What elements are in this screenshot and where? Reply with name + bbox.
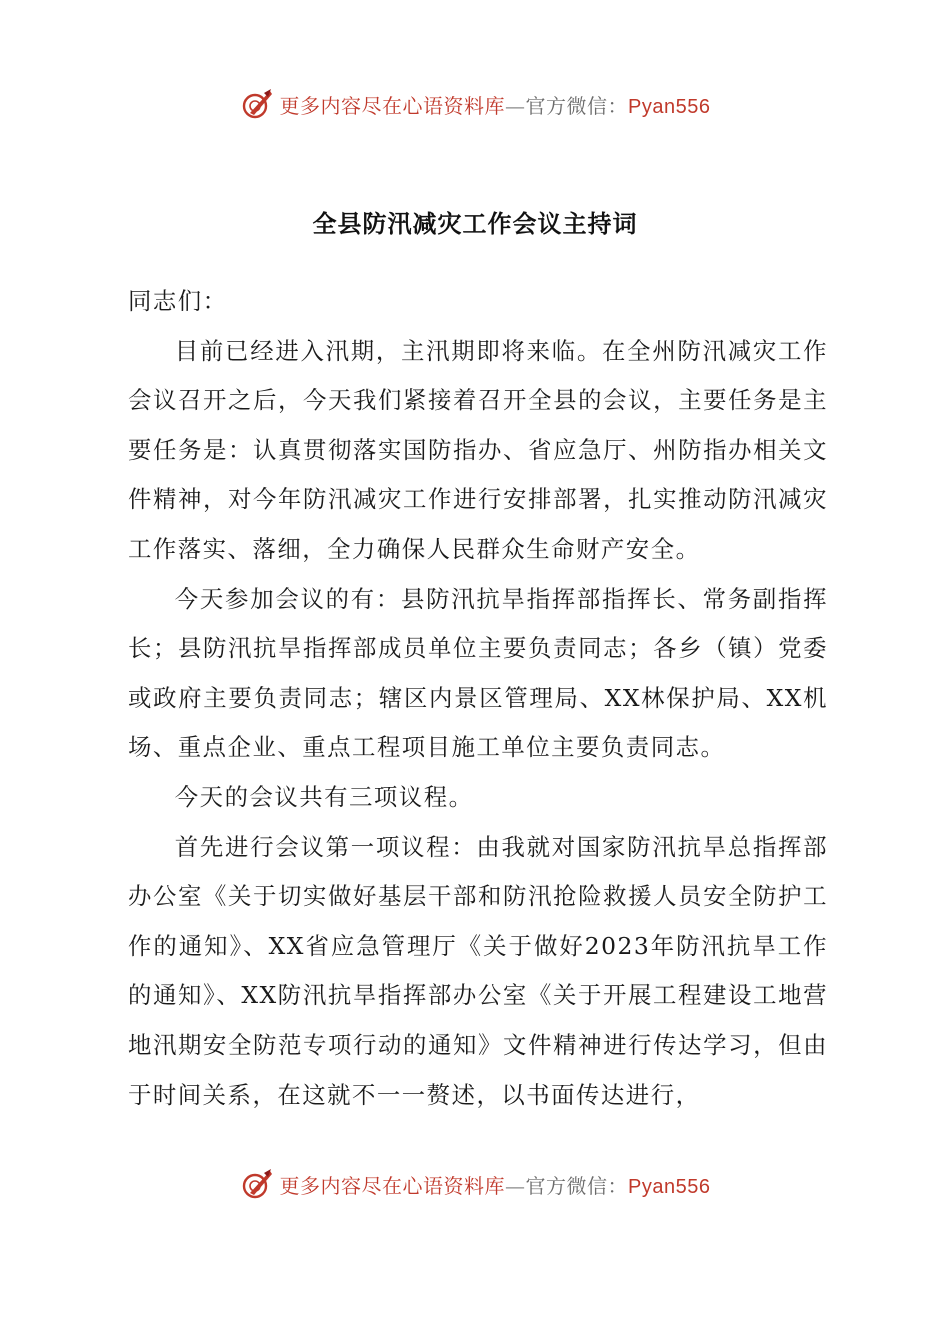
watermark-main-text: 更多内容尽在心语资料库 — [279, 93, 506, 118]
watermark-label: 官方微信： — [525, 1173, 629, 1198]
watermark-text — [280, 90, 711, 119]
header-watermark-banner — [0, 84, 950, 124]
watermark-dash: — — [505, 1173, 526, 1198]
paragraph: 目前已经进入汛期，主汛期即将来临。在全州防汛减灾工作会议召开之后，今天我们紧接着召开全县的会议，主要任务是主要任务是：认真贯彻落实国防指办、省应急厅、州防指办相关文件精神，对今年防汛减灾工作进行安排部署，扎实推动防汛减灾工作落实、落细，全力确保人民群众生命财产安全。 — [128, 336, 828, 563]
watermark-wechat-id: Pyan556 — [628, 95, 711, 118]
document-title: 全县防汛减灾工作会议主持词 — [312, 210, 638, 238]
salutation: 同志们： — [128, 287, 228, 315]
quill-pen-logo-icon — [240, 1167, 274, 1201]
watermark-label: 官方微信： — [525, 93, 629, 118]
watermark-main-text: 更多内容尽在心语资料库 — [279, 1173, 506, 1198]
watermark-text — [280, 1170, 711, 1199]
watermark-dash: — — [505, 93, 526, 118]
paragraph: 今天参加会议的有：县防汛抗旱指挥部指挥长、常务副指挥长；县防汛抗旱指挥部成员单位主要负责同志；各乡（镇）党委或政府主要负责同志；辖区内景区管理局、XX林保护局、XX机场、重点企业、重点工程项目施工单位主要负责同志。 — [128, 584, 828, 762]
watermark-wechat-id: Pyan556 — [628, 1175, 711, 1198]
footer-watermark-banner — [0, 1164, 950, 1204]
paragraph: 首先进行会议第一项议程：由我就对国家防汛抗旱总指挥部办公室《关于切实做好基层干部和防汛抢险救援人员安全防护工作的通知》、XX省应急管理厅《关于做好2023年防汛抗旱工作的通知》、XX防汛抗旱指挥部办公室《关于开展工程建设工地营地汛期安全防范专项行动的通知》文件精神进行传达学习，但由于时间关系，在这就不一一赘述，以书面传达进行， — [128, 832, 828, 1109]
document-body — [128, 277, 828, 1120]
paragraph: 今天的会议共有三项议程。 — [174, 782, 474, 811]
quill-pen-logo-icon — [240, 87, 274, 121]
